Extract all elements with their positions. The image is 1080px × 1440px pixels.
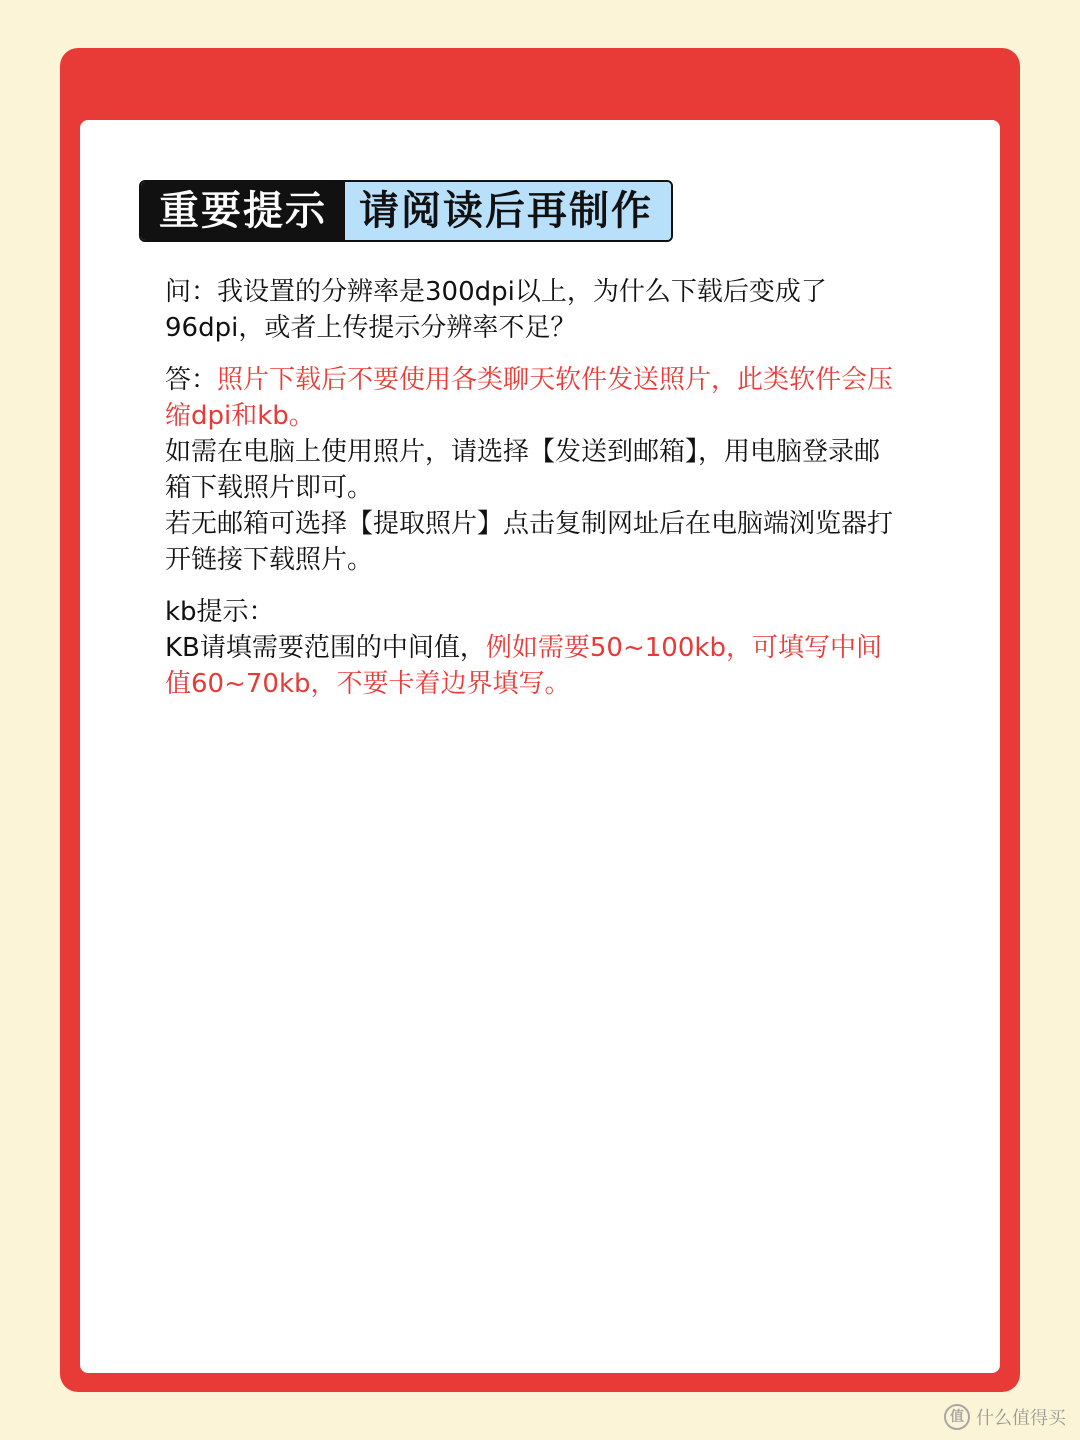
notice-content (165, 274, 905, 718)
answer-warning: 照片下载后不要使用各类聊天软件发送照片，此类软件会压缩dpi和kb。 (165, 365, 894, 431)
kb-text-normal: KB请填需要范围的中间值， (165, 633, 486, 663)
kb-text-warning: 例如需要50~100kb，可填写中间值60~70kb，不要卡着边界填写。 (165, 633, 882, 699)
question-text: 问：我设置的分辨率是300dpi以上，为什么下载后变成了96dpi，或者上传提示分辨率不足？ (165, 277, 827, 343)
watermark-label: 什么值得买 (976, 1408, 1066, 1429)
watermark-logo-icon: 值 (944, 1404, 970, 1430)
answer-line-1 (165, 362, 905, 434)
title-right-label: 请阅读后再制作 (345, 182, 671, 240)
title-left-label: 重要提示 (141, 182, 345, 240)
answer-prefix: 答： (165, 365, 218, 395)
watermark (944, 1404, 1066, 1430)
title-badge (139, 180, 673, 242)
question-paragraph (165, 274, 905, 346)
answer-paragraph (165, 362, 905, 578)
kb-paragraph (165, 594, 905, 702)
kb-text (165, 630, 905, 702)
answer-line-3: 若无邮箱可选择【提取照片】点击复制网址后在电脑端浏览器打开链接下载照片。 (165, 509, 894, 575)
kb-heading: kb提示： (165, 597, 275, 627)
answer-line-2: 如需在电脑上使用照片，请选择【发送到邮箱】，用电脑登录邮箱下载照片即可。 (165, 437, 881, 503)
